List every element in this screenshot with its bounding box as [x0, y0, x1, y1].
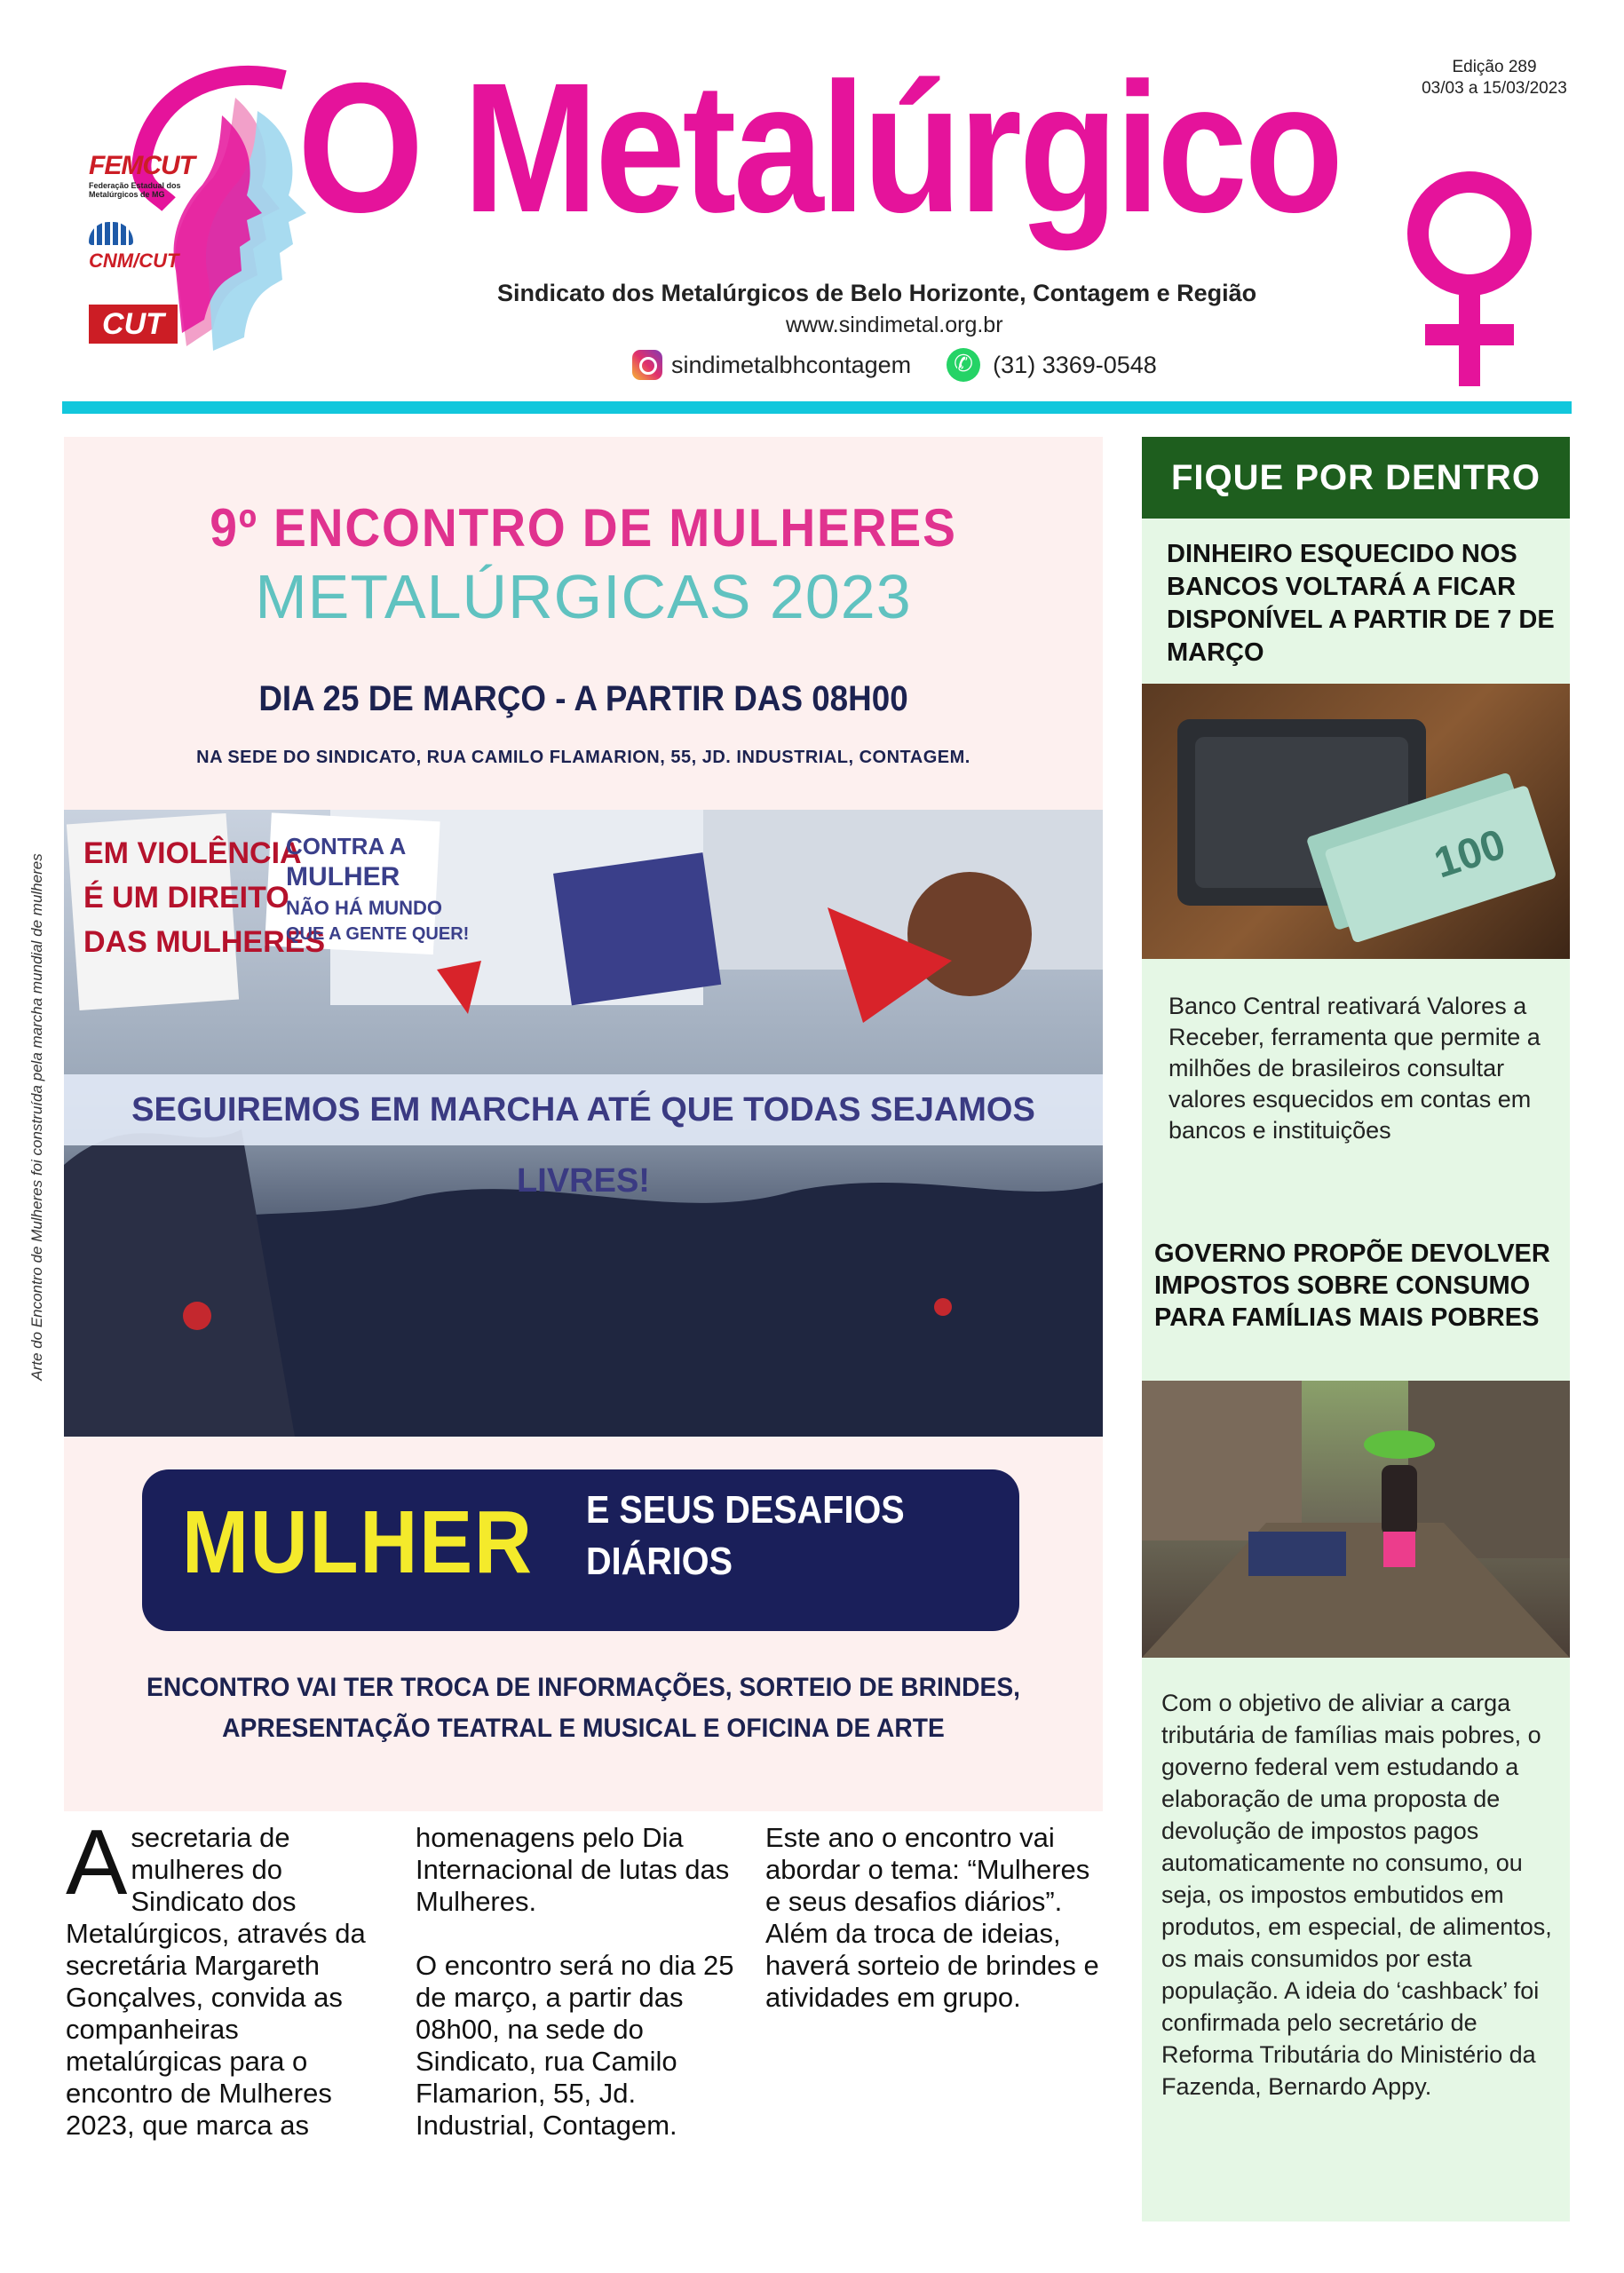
masthead-divider — [62, 401, 1572, 414]
contact-line — [632, 348, 1157, 382]
news2-headline: GOVERNO PROPÕE DEVOLVER IMPOSTOS SOBRE CONSUMO PARA FAMÍLIAS MAIS POBRES — [1154, 1239, 1550, 1332]
news1-body: Banco Central reativará Valores a Receber, ferramenta que permite a milhões de brasileiros consultar valores esquecidos em contas em bancos e instituições — [1168, 993, 1541, 1144]
sign-text-2: É UM DIREITO — [83, 881, 289, 915]
femcut-logo-subtext: Federação Estadual dos Metalúrgicos de MG — [89, 181, 181, 199]
instagram-handle[interactable]: sindimetalbhcontagem — [671, 351, 912, 378]
website-link[interactable]: www.sindimetal.org.br — [786, 313, 1003, 337]
sign-text-6: NÃO HÁ MUNDO — [286, 897, 442, 919]
cnmcut-ring-icon — [89, 222, 133, 245]
theme-subtitle-line2: DIÁRIOS — [586, 1540, 733, 1583]
venus-symbol-icon — [1381, 164, 1558, 395]
cnmcut-logo-text: CNM/CUT — [89, 249, 179, 272]
cnmcut-logo — [89, 222, 195, 272]
event-description — [95, 1667, 1072, 1749]
news2-body: Com o objetivo de aliviar a carga tributária de famílias mais pobres, o governo federal vem estudando a elaboração de uma proposta de devolução de impostos pagos automaticamente no consumo, ou seja, os impostos embutidos em produtos, em especial, de alimentos, os mais consumidos por esta população. A ideia do ‘cashback’ foi confirmada pelo secretário de Reforma Tributária do Ministério da Fazenda, Bernardo Appy. — [1161, 1690, 1552, 2100]
sign-text-1: EM VIOLÊNCIA — [83, 836, 302, 870]
sign-text-4: CONTRA A — [286, 833, 407, 859]
street-market-photo — [1142, 1381, 1570, 1658]
photo-slogan-banner: SEGUIREMOS EM MARCHA ATÉ QUE TODAS SEJAMOS LIVRES! — [64, 1074, 1103, 1145]
newspaper-title: O Metalúrgico — [297, 45, 1341, 251]
event-description-line2: APRESENTAÇÃO TEATRAL E MUSICAL E OFICINA DE ARTE — [222, 1714, 945, 1743]
sidebar-heading: FIQUE POR DENTRO — [1142, 437, 1570, 519]
article-col1-text: secretaria de mulheres do Sindicato dos Metalúrgicos, através da secretária Margareth Gonçalves, convida as companheiras metalúrgicas para o encontro de Mulheres 2023, que marca as — [66, 1822, 366, 2141]
instagram-icon — [632, 350, 662, 380]
event-location: NA SEDE DO SINDICATO, RUA CAMILO FLAMARION, 55, JD. INDUSTRIAL, CONTAGEM. — [196, 748, 970, 767]
sign-text-7: QUE A GENTE QUER! — [286, 924, 470, 944]
event-date: DIA 25 DE MARÇO - A PARTIR DAS 08H00 — [258, 679, 908, 718]
phone-number: (31) 3369-0548 — [993, 351, 1157, 378]
edition-info — [1410, 57, 1579, 99]
sign-text-5: MULHER — [286, 862, 400, 891]
event-title-line1: 9º ENCONTRO DE MULHERES — [210, 498, 957, 558]
theme-main-word: MULHER — [182, 1493, 534, 1592]
event-description-line1: ENCONTRO VAI TER TROCA DE INFORMAÇÕES, SORTEIO DE BRINDES, — [147, 1673, 1020, 1702]
event-title-line2: METALÚRGICAS 2023 — [255, 562, 912, 631]
article-dropcap: A — [66, 1811, 128, 1914]
theme-subtitle — [586, 1485, 922, 1588]
wallet-money-photo — [1142, 684, 1570, 959]
theme-subtitle-line1: E SEUS DESAFIOS — [586, 1488, 905, 1532]
edition-date-range: 03/03 a 15/03/2023 — [1422, 79, 1567, 98]
article-column-3: Este ano o encontro vai abordar o tema: “Mulheres e seus desafios diários”. Além da troca de ideias, haverá sorteio de brindes e atividades em grupo. — [765, 1822, 1099, 2013]
article-column-1 — [66, 1811, 394, 2142]
femcut-logo — [89, 151, 195, 199]
edition-number: Edição 289 — [1452, 58, 1537, 76]
article-col2-paragraph2: O encontro será no dia 25 de março, a partir das 08h00, na sede do Sindicato, rua Camilo Flamarion, 55, Jd. Industrial, Contagem. — [416, 1950, 734, 2141]
sign-text-3: DAS MULHERES — [83, 925, 326, 959]
art-credit-caption: Arte do Encontro de Mulheres foi construída pela marcha mundial de mulheres — [28, 853, 45, 1381]
article-col2-paragraph1: homenagens pelo Dia Internacional de lutas das Mulheres. — [416, 1822, 730, 1917]
article-column-2 — [416, 1822, 753, 2142]
cut-logo: CUT — [89, 305, 178, 344]
banknote-label: 100 — [1429, 820, 1511, 888]
whatsapp-icon — [947, 348, 980, 382]
news1-headline: DINHEIRO ESQUECIDO NOS BANCOS VOLTARÁ A FICAR DISPONÍVEL A PARTIR DE 7 DE MARÇO — [1167, 540, 1555, 667]
union-name: Sindicato dos Metalúrgicos de Belo Horizonte, Contagem e Região — [497, 280, 1257, 306]
femcut-logo-text: FEMCUT — [89, 151, 194, 180]
